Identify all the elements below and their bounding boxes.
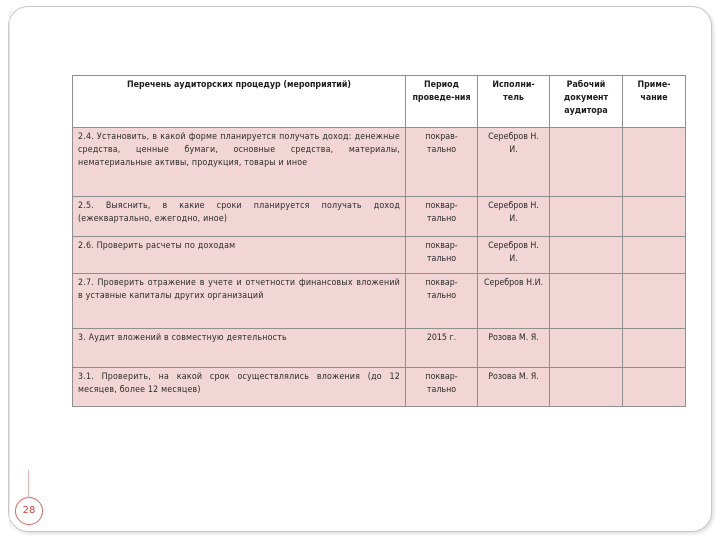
cell-work-doc <box>550 128 623 197</box>
cell-work-doc <box>550 329 623 368</box>
table-row <box>73 237 686 274</box>
cell-period: поквар-тально <box>406 368 478 407</box>
header-note: Приме-чание <box>623 76 686 128</box>
cell-executor: Серебров Н. И. <box>478 197 550 237</box>
cell-executor: Серебров Н. И. <box>478 128 550 197</box>
cell-procedure: 2.6. Проверить расчеты по доходам <box>73 237 406 274</box>
cell-note <box>623 274 686 329</box>
cell-note <box>623 128 686 197</box>
cell-period: поквар-тально <box>406 274 478 329</box>
cell-executor: Розова М. Я. <box>478 329 550 368</box>
cell-period: покрав-тально <box>406 128 478 197</box>
cell-procedure: 2.7. Проверить отражение в учете и отчетности финансовых вложений в уставные капиталы других организаций <box>73 274 406 329</box>
cell-executor: Серебров Н.И. <box>478 274 550 329</box>
cell-procedure: 2.5. Выяснить, в какие сроки планируется получать доход (ежеквартально, ежегодно, иное) <box>73 197 406 237</box>
cell-note <box>623 329 686 368</box>
header-period: Период проведе-ния <box>406 76 478 128</box>
cell-procedure: 3.1. Проверить, на какой срок осуществлялись вложения (до 12 месяцев, более 12 месяцев) <box>73 368 406 407</box>
table-row <box>73 128 686 197</box>
page-number: 28 <box>15 497 43 525</box>
cell-executor: Розова М. Я. <box>478 368 550 407</box>
table-header-row <box>73 76 686 128</box>
cell-period: поквар-тально <box>406 237 478 274</box>
cell-procedure: 3. Аудит вложений в совместную деятельность <box>73 329 406 368</box>
table-row <box>73 329 686 368</box>
cell-work-doc <box>550 368 623 407</box>
table-row <box>73 197 686 237</box>
header-executor: Исполни-тель <box>478 76 550 128</box>
cell-period: поквар-тально <box>406 197 478 237</box>
audit-procedures-table <box>72 75 686 407</box>
table-row <box>73 274 686 329</box>
cell-executor: Серебров Н. И. <box>478 237 550 274</box>
header-procedures: Перечень аудиторских процедур (мероприятий) <box>73 76 406 128</box>
cell-note <box>623 197 686 237</box>
cell-note <box>623 368 686 407</box>
cell-note <box>623 237 686 274</box>
cell-procedure: 2.4. Установить, в какой форме планируется получать доход: денежные средства, ценные бумаги, основные средства, материалы, нематериальные активы, продукция, товары и иное <box>73 128 406 197</box>
header-work-doc: Рабочий документ аудитора <box>550 76 623 128</box>
cell-work-doc <box>550 274 623 329</box>
cell-work-doc <box>550 197 623 237</box>
table-row <box>73 368 686 407</box>
cell-period: 2015 г. <box>406 329 478 368</box>
cell-work-doc <box>550 237 623 274</box>
